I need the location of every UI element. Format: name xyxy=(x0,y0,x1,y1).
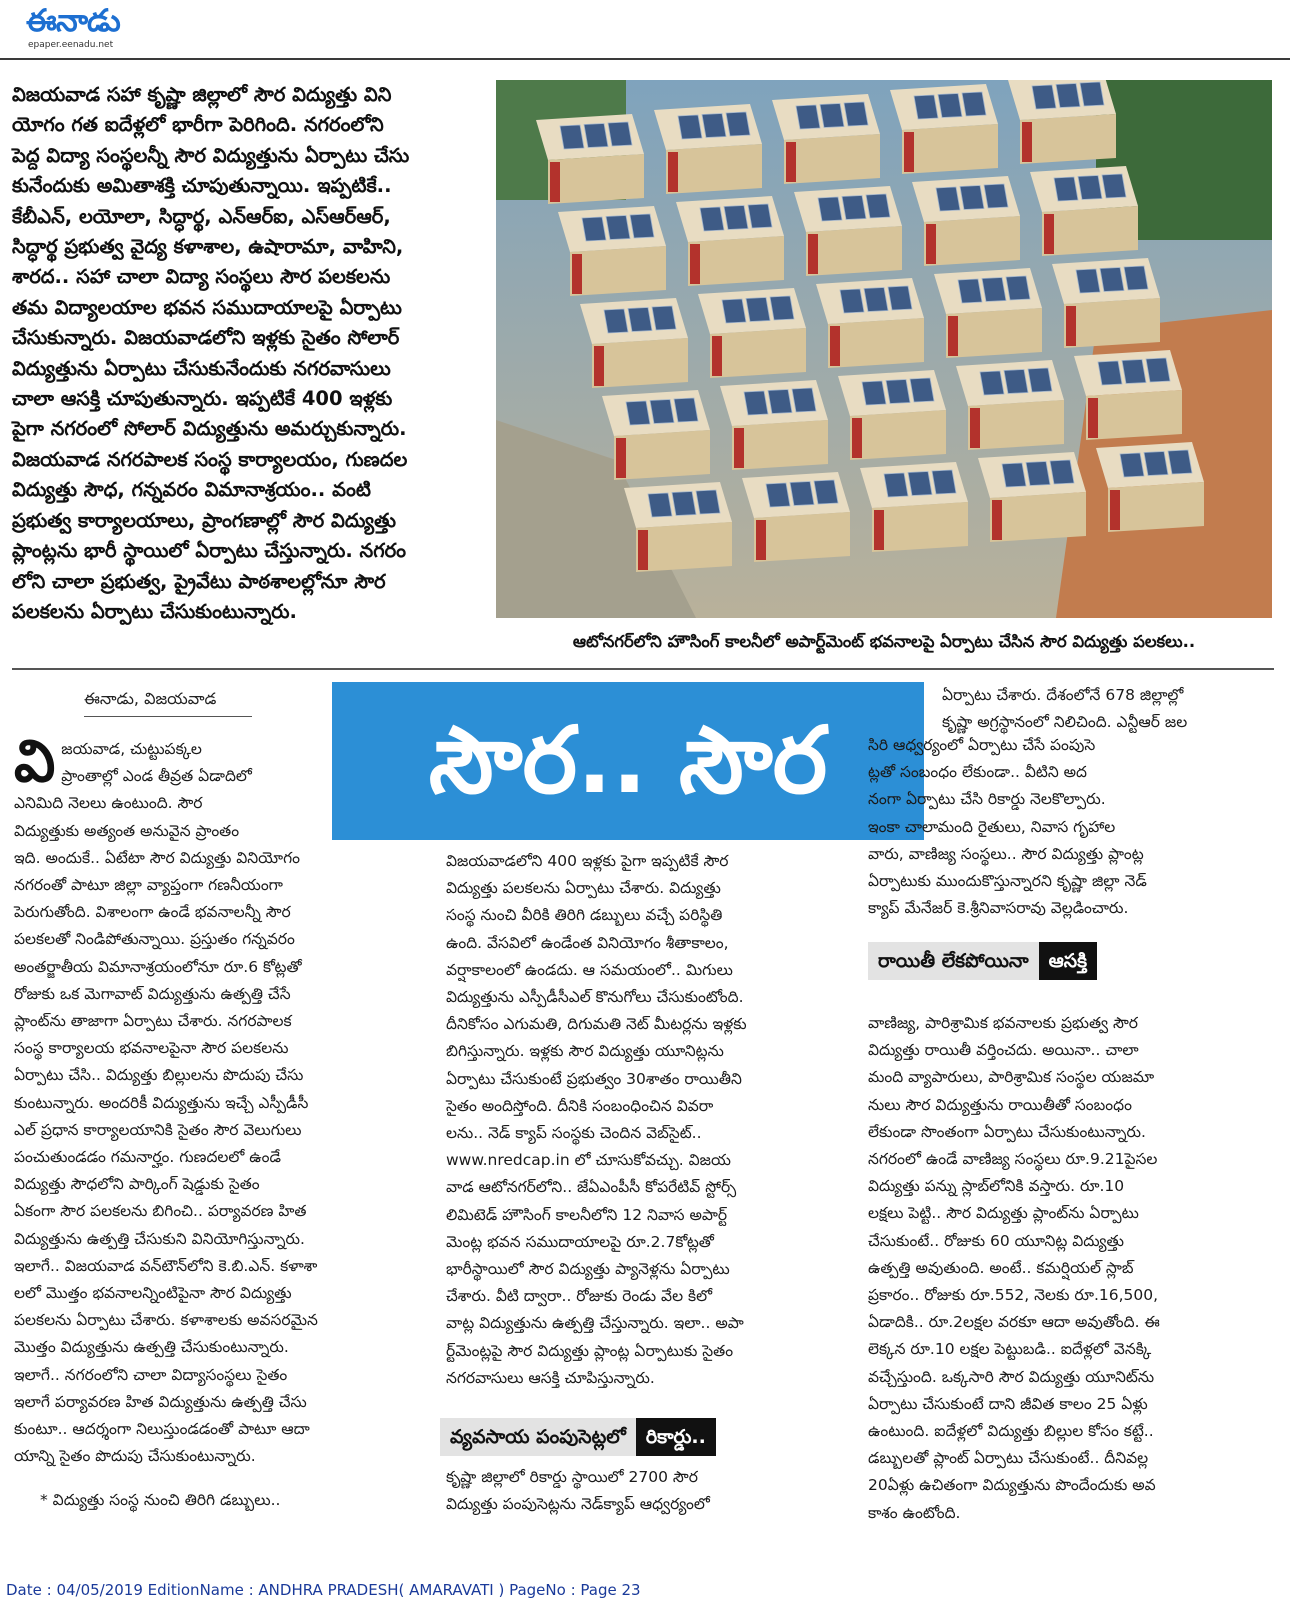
text-line: విద్యుత్తు రాయితీ వర్తించదు. అయినా.. చాలా xyxy=(868,1041,1139,1060)
building-stripe xyxy=(852,418,862,458)
text-line: సంస్థ నుంచి వీరికి తిరిగి డబ్బులు వచ్చే పరిస్థితి xyxy=(446,906,723,925)
solar-panel xyxy=(648,493,672,517)
building-stripe xyxy=(616,438,626,478)
solar-panel xyxy=(650,400,674,424)
text-line: విజయవాడలోని 400 ఇళ్లకు పైగా ఇప్పటికే సౌర xyxy=(446,852,729,870)
building-stripe xyxy=(668,152,678,192)
building-wall xyxy=(924,216,1020,266)
text-line: సంస్థ కార్యాలయ భవనాలపైనా సౌర పలకలను xyxy=(14,1039,289,1058)
text-line: కృష్ణా అగ్రస్థానంలో నిలిచింది. ఎన్టీఆర్ జల xyxy=(942,713,1188,732)
text-line: ఇలాగే.. నగరంలోని చాలా విద్యాసంస్థలు సైతం xyxy=(14,1365,288,1384)
text-line: పెరుగుతోంది. విశాలంగా ఉండే భవనాలన్నీ సౌర xyxy=(14,903,291,922)
text-line: విద్యుత్తు సౌధ, గన్నవరం విమానాశ్రయం.. వంటి xyxy=(12,478,371,502)
building-stripe xyxy=(830,326,840,366)
text-line: ఏర్పాటు చేశారు. దేశంలోనే 678 జిల్లాల్లో xyxy=(942,686,1184,704)
text-line: కుంటూ.. ఆదర్శంగా నిలుస్తుండడంతో పాటూ ఆదా xyxy=(14,1420,310,1439)
solar-panel xyxy=(866,194,890,218)
text-line: లోని చాలా ప్రభుత్వ, ప్రైవేటు పాఠశాలల్లోనూ సౌర xyxy=(12,569,386,593)
text-line: కృష్ణా జిల్లాలో రికార్డు స్థాయిలో 2700 సౌర xyxy=(446,1468,698,1486)
building-stripe xyxy=(690,244,700,284)
solar-panel xyxy=(608,122,632,146)
building-stripe xyxy=(992,500,1002,540)
building-wall xyxy=(688,236,784,286)
text-line: చాలా ఆసక్తి చూపుతున్నారు. ఇప్పటికే 400 ఇళ్లకు xyxy=(12,387,393,411)
text-line: సైతం అందిస్తోంది. దీనికి సంబంధించిన వివరా xyxy=(446,1096,714,1115)
text-line: ప్రభుత్వ కార్యాలయాలు, ప్రాంగణాల్లో సౌర విద్యుత్తు xyxy=(12,508,397,532)
solar-panel xyxy=(792,388,816,412)
solar-panel xyxy=(606,216,630,240)
text-line: ప్రాంతాల్లో ఎండ తీవ్రత ఏడాదిలో xyxy=(61,767,252,786)
solar-panel xyxy=(1026,462,1050,486)
photo-caption: ఆటోనగర్‌లోని హౌసింగ్ కాలనీలో అపార్ట్‌మెంట్ భవనాలపై ఏర్పాటు చేసిన సౌర విద్యుత్తు పలకలు.. xyxy=(572,632,1196,651)
solar-panel xyxy=(982,278,1006,302)
solar-panel xyxy=(960,186,984,210)
building-wall xyxy=(754,512,850,562)
subhead-pumpsets-dark: రికార్డు.. xyxy=(636,1418,716,1456)
text-line: లెక్కన రూ.10 లక్షల పెట్టుబడి.. ఐదేళ్లలో వెనక్కి xyxy=(868,1340,1152,1359)
text-line: ఇలాగే పర్యావరణ హిత విద్యుత్తును ఉత్పత్తి చేసు xyxy=(14,1392,307,1411)
text-line: వారు, వాణిజ్య సంస్థలు.. సౌర విద్యుత్తు ప్లాంట్ల xyxy=(868,844,1144,863)
building-wall xyxy=(710,328,806,378)
text-line: యాన్ని సైతం పొదుపు చేసుకుంటున్నారు. xyxy=(14,1447,256,1466)
solar-panel xyxy=(696,490,720,514)
solar-panel xyxy=(744,391,768,415)
solar-panel xyxy=(1120,453,1144,477)
solar-panel xyxy=(818,197,842,221)
solar-panel xyxy=(938,94,962,118)
text-line: విజయవాడ నగరపాలక సంస్థ కార్యాలయం, గుణదల xyxy=(12,447,408,471)
edition-footer: Date : 04/05/2019 EditionName : ANDHRA PRADESH( AMARAVATI ) PageNo : Page 23 xyxy=(6,1581,641,1599)
solar-panel xyxy=(886,380,910,404)
text-line: చేసుకుంటే.. రోజుకు 60 యూనిట్ల విద్యుత్తు xyxy=(868,1231,1124,1250)
text-line: విజయవాడ సహా కృష్ణా జిల్లాలో సౌర విద్యుత్తు విని xyxy=(12,83,392,106)
text-line: కునేందుకు అమితాశక్తి చూపుతున్నాయి. ఇప్పటికే.. xyxy=(12,174,392,198)
building-stripe xyxy=(1088,398,1098,438)
headline: సౌర.. సౌర xyxy=(428,707,828,814)
solar-panel xyxy=(1056,84,1080,108)
text-line: క్యాప్ మేనేజర్ కె.శ్రీనివాసరావు వెల్లడించారు. xyxy=(868,899,1129,918)
section-divider xyxy=(12,668,1274,670)
text-line: ఉత్పత్తి అవుతుంది. అంటే.. కమర్షియల్ స్లాబ్ xyxy=(868,1258,1134,1277)
text-line: భారీస్థాయిలో సౌర విద్యుత్తు ప్యానెళ్లను ఏర్పాటు xyxy=(446,1260,730,1279)
solar-panel xyxy=(1032,85,1056,109)
solar-panel xyxy=(1144,452,1168,476)
text-line: మంది వ్యాపారులు, పారిశ్రామిక సంస్థల యజమా xyxy=(868,1068,1155,1087)
text-line: ఎల్ ప్రధాన కార్యాలయానికి సైతం సౌర వెలుగులు xyxy=(14,1120,302,1139)
building-wall xyxy=(1086,390,1182,440)
building-stripe xyxy=(1044,214,1054,254)
text-line: దీనికోసం ఎగుమతి, దిగుమతి నెట్ మీటర్లను ఇళ్లకు xyxy=(446,1015,747,1034)
building-stripe xyxy=(572,254,582,294)
building-wall xyxy=(902,124,998,174)
text-line: ర్ట్‌మెంట్లపై సౌర విద్యుత్తు ప్లాంట్ల ఏర్పాటుకు సైతం xyxy=(446,1341,734,1360)
solar-panel xyxy=(1098,361,1122,385)
text-line: రోజుకు ఒక మెగావాట్ విద్యుత్తును ఉత్పత్తి చేసే xyxy=(14,984,291,1003)
text-line: విద్యుత్తు పంపుసెట్లను నెడ్‌క్యాప్ ఆధ్వర్యంలో xyxy=(446,1495,710,1514)
text-line: నగరవాసులు ఆసక్తి చూపిస్తున్నారు. xyxy=(446,1368,655,1387)
text-line: నులు సౌర విద్యుత్తును రాయితీతో సంబంధం xyxy=(868,1095,1132,1114)
building-wall xyxy=(570,246,666,296)
text-line: శారద.. సహా చాలా విద్యా సంస్థలు సౌర పలకలను xyxy=(12,265,391,289)
column-1 xyxy=(14,727,416,1470)
solar-panel xyxy=(884,473,908,497)
text-line: విద్యుత్తుకు అత్యంత అనువైన ప్రాంతం xyxy=(14,821,240,840)
solar-panel xyxy=(768,390,792,414)
text-line: విద్యుత్తును ఉత్పత్తి చేసుకుని వినియోగిస్తున్నారు. xyxy=(14,1229,305,1248)
text-line: ఇంకా చాలామంది రైతులు, నివాస గృహాల xyxy=(868,817,1116,836)
solar-panel xyxy=(840,289,864,313)
text-line: వర్షాకాలంలో ఉండదు. ఆ సమయంలో.. మిగులు xyxy=(446,960,733,979)
building-stripe xyxy=(1066,306,1076,346)
building-wall xyxy=(872,502,968,552)
building-stripe xyxy=(756,520,766,560)
solar-panel xyxy=(984,184,1008,208)
text-line: కేబీఎన్, లయోలా, సిద్ధార్థ, ఎన్ఆర్ఐ, ఎస్ఆర్ఆర్, xyxy=(12,204,391,228)
text-line: చేశారు. వీటి ద్వారా.. రోజుకు రెండు వేల కిలో xyxy=(446,1287,713,1306)
text-line: సిద్ధార్థ ప్రభుత్వ వైద్య కళాశాల, ఉషారామా, వాహిని, xyxy=(12,235,404,259)
solar-panel xyxy=(936,187,960,211)
solar-panel xyxy=(962,92,986,116)
building-stripe xyxy=(638,530,648,570)
solar-panel xyxy=(672,492,696,516)
solar-panel xyxy=(604,309,628,333)
text-line: యోగం గత ఐదేళ్లలో భారీగా పెరిగింది. నగరంలోని xyxy=(12,113,384,137)
solar-panel xyxy=(700,207,724,231)
solar-panel xyxy=(1050,460,1074,484)
text-line: తమ విద్యాలయాల భవన సముదాయాలపై ఏర్పాటు xyxy=(12,295,402,319)
building-stripe xyxy=(1110,490,1120,530)
intro-paragraph xyxy=(12,80,472,627)
building-wall xyxy=(1064,298,1160,348)
solar-panel xyxy=(1006,276,1030,300)
solar-panel xyxy=(726,112,750,136)
building-wall xyxy=(1042,206,1138,256)
logo-url: epaper.eenadu.net xyxy=(28,40,114,50)
text-line: 20ఏళ్లు ఉచితంగా విద్యుత్తును పొందేందుకు అవ xyxy=(868,1476,1156,1495)
solar-panel xyxy=(766,483,790,507)
building-wall xyxy=(614,430,710,480)
solar-panel xyxy=(796,105,820,129)
solar-panel xyxy=(628,308,652,332)
eenadu-logo[interactable] xyxy=(26,4,136,50)
solar-panel xyxy=(1146,358,1170,382)
solar-panel xyxy=(790,482,814,506)
solar-panel xyxy=(844,102,868,126)
text-line: ఏడాదికి.. రూ.2లక్షల వరకూ ఆదా అవుతోంది. ఈ xyxy=(868,1313,1160,1332)
text-line: కాశం ఉంటోంది. xyxy=(868,1503,961,1522)
subhead-subsidy-light: రాయితీ లేకపోయినా xyxy=(868,942,1039,980)
building-wall xyxy=(548,154,644,204)
building-stripe xyxy=(734,428,744,468)
solar-panel xyxy=(1002,463,1026,487)
text-line: ఏర్పాటు చేసి.. విద్యుత్తు బిల్లులను పొదుపు చేసు xyxy=(14,1066,304,1085)
solar-panel xyxy=(746,298,770,322)
article-photo xyxy=(496,80,1272,618)
solar-panel xyxy=(652,306,676,330)
solar-panel xyxy=(914,95,938,119)
solar-panel xyxy=(864,288,888,312)
solar-panel xyxy=(1078,176,1102,200)
text-line: లేకుండా సొంతంగా ఏర్పాటు చేసుకుంటున్నారు. xyxy=(868,1122,1146,1141)
solar-panel xyxy=(1124,266,1148,290)
text-line: లలో మొత్తం భవనాలన్నింటిపైనా సౌర విద్యుత్తు xyxy=(14,1284,292,1303)
building-wall xyxy=(946,308,1042,358)
dateline-underline xyxy=(84,716,252,717)
solar-panel xyxy=(1080,82,1104,106)
text-line: పైగా నగరంలో సోలార్ విద్యుత్తును అమర్చుకున్నారు. xyxy=(12,417,407,441)
text-line: పలకలతో నిండిపోతున్నాయి. ప్రస్తుతం గన్నవరం xyxy=(14,930,295,949)
text-line: ప్రకారం.. రోజుకు రూ.552, నెలకు రూ.16,500, xyxy=(868,1286,1159,1305)
building-stripe xyxy=(1022,122,1032,162)
subhead-pumpsets-light: వ్యవసాయ పంపుసెట్లలో xyxy=(440,1418,636,1456)
text-line: మెంట్ల భవన సముదాయాలపై రూ.2.7కోట్లతో xyxy=(446,1232,714,1251)
column-2-continuation xyxy=(446,1464,842,1518)
text-line: బిగిస్తున్నారు. ఇళ్లకు సౌర విద్యుత్తు యూనిట్లను xyxy=(446,1042,724,1061)
text-line: ఎనిమిది నెలలు ఉంటుంది. సౌర xyxy=(14,794,203,813)
solar-panel xyxy=(1004,370,1028,394)
text-line: నగరంతో పాటూ జిల్లా వ్యాప్తంగా గణనీయంగా xyxy=(14,876,283,895)
text-line: ఉంటుంది. ఐదేళ్లలో విద్యుత్తు బిల్లుల కోసం కట్టే.. xyxy=(868,1422,1154,1441)
solar-panel xyxy=(584,124,608,148)
solar-panel xyxy=(932,470,956,494)
building-stripe xyxy=(948,316,958,356)
subhead-subsidy-dark: ఆసక్తి xyxy=(1039,942,1097,980)
solar-panel xyxy=(1076,269,1100,293)
text-line: ఏర్పాటు చేసుకుంటే దాని జీవిత కాలం 25 ఏళ్లు xyxy=(868,1394,1148,1413)
solar-panel xyxy=(980,371,1004,395)
building-wall xyxy=(636,522,732,572)
text-line: నంగా ఏర్పాటు చేసి రికార్డు నెలకొల్పారు. xyxy=(868,790,1106,809)
building-wall xyxy=(850,410,946,460)
building-stripe xyxy=(970,408,980,448)
text-line: పలకలను ఏర్పాటు చేశారు. కళాశాలకు అవసరమైన xyxy=(14,1311,318,1330)
text-line: లను.. నెడ్ క్యాప్ సంస్థకు చెందిన వెబ్‌సైట్.. xyxy=(446,1124,702,1143)
text-line: ఏర్పాటుకు ముందుకొస్తున్నారని కృష్ణా జిల్లా నెడ్ xyxy=(868,872,1147,891)
dropcap: వి xyxy=(14,727,56,795)
text-line: వాట్ల విద్యుత్తును ఉత్పత్తి చేస్తున్నారు. ఇలా.. అపా xyxy=(446,1314,744,1333)
solar-panel xyxy=(626,401,650,425)
top-divider xyxy=(0,58,1290,60)
text-line: ప్లాంట్‌ను తాజాగా ఏర్పాటు చేశారు. నగరపాలక xyxy=(14,1012,292,1031)
solar-panel xyxy=(908,472,932,496)
building-stripe xyxy=(904,132,914,172)
solar-panel xyxy=(722,299,746,323)
building-stripe xyxy=(786,142,796,182)
column-2 xyxy=(446,848,842,1392)
solar-panel xyxy=(910,378,934,402)
building-wall xyxy=(1108,482,1204,532)
building-wall xyxy=(732,420,828,470)
solar-panel xyxy=(842,196,866,220)
text-line: ట్లతో సంబంధం లేకుండా.. వీటిని అద xyxy=(868,763,1088,782)
text-line: విద్యుత్తు పలకలను ఏర్పాటు చేశారు. విద్యుత్తు xyxy=(446,879,721,898)
text-line: పంచుతుండడం గమనార్హం. గుణదలలో ఉండే xyxy=(14,1148,281,1167)
column-3-top xyxy=(868,732,1272,922)
solar-panel xyxy=(958,279,982,303)
text-line: ఉంది. వేసవిలో ఉండేంత వినియోగం శీతాకాలం, xyxy=(446,933,729,952)
text-line: డబ్బులతో ప్లాంట్ ఏర్పాటు చేసుకుంటే.. దీనివల్ల xyxy=(868,1449,1149,1468)
text-line: చేసుకున్నారు. విజయవాడలోని ఇళ్లకు సైతం సోలార్ xyxy=(12,326,400,350)
text-line: వాణిజ్య, పారిశ్రామిక భవనాలకు ప్రభుత్వ సౌర xyxy=(868,1014,1138,1032)
solar-panel xyxy=(1100,268,1124,292)
building-wall xyxy=(806,226,902,276)
column-1-footnote: * విద్యుత్తు సంస్థ నుంచి తిరిగి డబ్బులు.. xyxy=(40,1491,281,1509)
solar-panel xyxy=(724,206,748,230)
text-line: లిమిటెడ్ హౌసింగ్ కాలనీలోని 12 నివాస అపార్ట్ xyxy=(446,1205,728,1224)
text-line: జయవాడ, చుట్టుపక్కల xyxy=(61,740,202,758)
building-stripe xyxy=(712,336,722,376)
column-3-bottom xyxy=(868,1010,1272,1527)
dateline: ఈనాడు, విజయవాడ xyxy=(84,689,217,708)
text-line: అంతర్జాతీయ విమానాశ్రయంలోనూ రూ.6 కోట్లతో xyxy=(14,957,302,976)
building-wall xyxy=(990,492,1086,542)
subhead-pumpsets xyxy=(440,1418,716,1456)
building-wall xyxy=(968,400,1064,450)
solar-panel xyxy=(814,480,838,504)
building-stripe xyxy=(594,346,604,386)
text-line: వచ్చేస్తుంది. ఒక్కసారి సౌర విద్యుత్తు యూనిట్‌ను xyxy=(868,1367,1155,1386)
column-1-text xyxy=(14,727,416,1470)
building-stripe xyxy=(874,510,884,550)
solar-panel xyxy=(1168,450,1192,474)
solar-panel xyxy=(1102,174,1126,198)
text-line: ఇది. అందుకే.. ఏటేటా సౌర విద్యుత్తు వినియోగం xyxy=(14,848,300,867)
solar-panel xyxy=(862,381,886,405)
solar-panel xyxy=(888,286,912,310)
logo-wordmark: ఈనాడు xyxy=(26,3,120,39)
text-line: ఏర్పాటు చేసుకుంటే ప్రభుత్వం 30శాతం రాయితీని xyxy=(446,1069,742,1088)
solar-panel xyxy=(770,296,794,320)
building-stripe xyxy=(808,234,818,274)
solar-panel xyxy=(630,214,654,238)
solar-panel xyxy=(748,204,772,228)
text-line: విద్యుత్తును ఏర్పాటు చేసుకునేందుకు నగరవాసులు xyxy=(12,356,391,380)
text-line: ప్లాంట్లను భారీ స్థాయిలో ఏర్పాటు చేస్తున్నారు. నగరం xyxy=(12,539,407,563)
text-line: నగరంలో ఉండే వాణిజ్య సంస్థలు రూ.9.21పైసల xyxy=(868,1150,1158,1169)
text-line: లక్షలు పెట్టి.. సౌర విద్యుత్తు ప్లాంట్‌ను ఏర్పాటు xyxy=(868,1204,1139,1223)
text-line: ఇలాగే.. విజయవాడ వన్‌టౌన్‌లోని కె.బి.ఎన్. కళాశా xyxy=(14,1256,318,1275)
headline-banner xyxy=(332,682,924,840)
building-stripe xyxy=(550,162,560,202)
text-line: ఏకంగా సౌర పలకలను బిగించి.. పర్యావరణ హిత xyxy=(14,1202,307,1221)
text-line: పలకలను ఏర్పాటు చేసుకుంటున్నారు. xyxy=(12,599,297,623)
text-line: www.nredcap.in లో చూసుకోవచ్చు. విజయ xyxy=(446,1151,731,1170)
solar-apartments-illustration xyxy=(496,80,1272,618)
solar-panel xyxy=(674,398,698,422)
building-wall xyxy=(592,338,688,388)
solar-panel xyxy=(1028,368,1052,392)
subhead-subsidy xyxy=(868,942,1097,980)
building-stripe xyxy=(926,224,936,264)
text-line: పెద్ద విద్యా సంస్థలన్నీ సౌర విద్యుత్తును ఏర్పాటు చేసు xyxy=(12,143,410,167)
solar-panel xyxy=(1054,177,1078,201)
text-line: విద్యుత్తు పన్ను స్లాబ్‌లోనికి వస్తారు. రూ.10 xyxy=(868,1177,1125,1196)
building-wall xyxy=(828,318,924,368)
solar-panel xyxy=(702,114,726,138)
solar-panel xyxy=(678,115,702,139)
solar-panel xyxy=(820,104,844,128)
building-wall xyxy=(784,134,880,184)
solar-panel xyxy=(1122,360,1146,384)
text-line: విద్యుత్తు సౌధలోని పార్కింగ్ షెడ్డుకు సైతం xyxy=(14,1175,260,1194)
text-line: కుంటున్నారు. అందరికీ విద్యుత్తును ఇచ్చే ఎస్పీడీసీ xyxy=(14,1093,309,1112)
building-wall xyxy=(666,144,762,194)
solar-panel xyxy=(582,217,606,241)
text-line: వాడ ఆటోనగర్‌లోని.. జేఏఎంపీసీ కోపరేటివ్ స్టోర్స్ xyxy=(446,1178,737,1197)
column-3-top-narrow xyxy=(942,682,1272,736)
solar-panel xyxy=(560,125,584,149)
building-wall xyxy=(1020,114,1116,164)
text-line: విద్యుత్తును ఎస్పీడీసీఎల్ కొనుగోలు చేసుకుంటోంది. xyxy=(446,988,744,1007)
text-line: సిరి ఆధ్వర్యంలో ఏర్పాటు చేసే పంపుసె xyxy=(868,736,1096,754)
text-line: మొత్తం విద్యుత్తును ఉత్పత్తి చేసుకుంటున్నారు. xyxy=(14,1338,289,1357)
